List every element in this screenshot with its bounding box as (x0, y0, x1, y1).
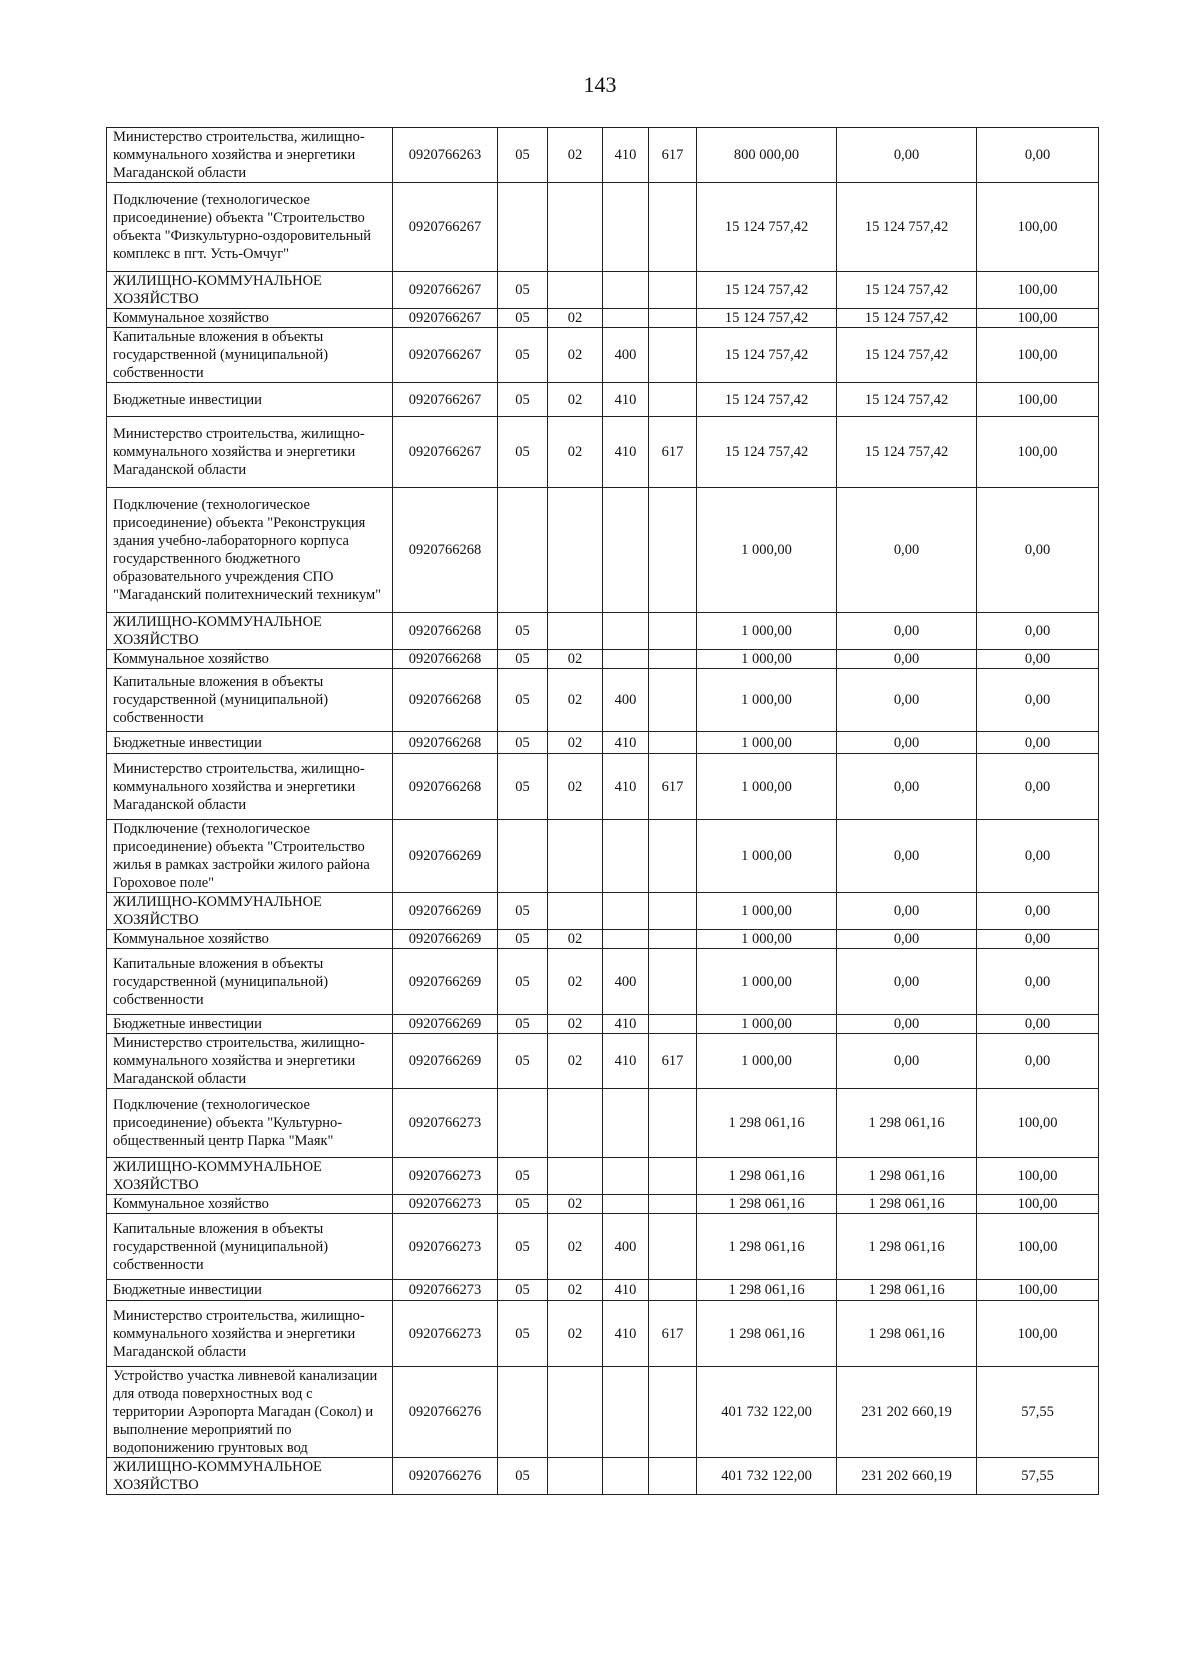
section-code: 05 (498, 1458, 548, 1495)
grbs-code (649, 930, 697, 949)
planned-amount: 1 000,00 (697, 488, 837, 613)
row-name: Бюджетные инвестиции (107, 383, 393, 417)
row-name: Министерство строительства, жилищно-коммунального хозяйства и энергетики Магаданской области (107, 128, 393, 183)
subsection-code: 02 (548, 1195, 603, 1214)
section-code: 05 (498, 309, 548, 328)
planned-amount: 800 000,00 (697, 128, 837, 183)
execution-percent: 100,00 (977, 183, 1099, 272)
target-article-code: 0920766273 (393, 1280, 498, 1301)
target-article-code: 0920766269 (393, 949, 498, 1015)
expense-type-code: 410 (603, 1015, 649, 1034)
expense-type-code (603, 272, 649, 309)
planned-amount: 15 124 757,42 (697, 309, 837, 328)
grbs-code (649, 732, 697, 754)
execution-percent: 0,00 (977, 1015, 1099, 1034)
target-article-code: 0920766269 (393, 930, 498, 949)
target-article-code: 0920766268 (393, 669, 498, 732)
table-row (107, 1458, 1099, 1495)
grbs-code (649, 820, 697, 893)
section-code: 05 (498, 613, 548, 650)
row-name: Министерство строительства, жилищно-коммунального хозяйства и энергетики Магаданской области (107, 754, 393, 820)
row-name: Коммунальное хозяйство (107, 650, 393, 669)
table-row (107, 754, 1099, 820)
target-article-code: 0920766268 (393, 488, 498, 613)
section-code: 05 (498, 417, 548, 488)
expense-type-code: 410 (603, 1301, 649, 1367)
execution-percent: 57,55 (977, 1458, 1099, 1495)
section-code: 05 (498, 328, 548, 383)
row-name: Подключение (технологическое присоединение) объекта "Строительство объекта "Физкультурно-оздоровительный комплекс в пгт. Усть-Омчуг" (107, 183, 393, 272)
grbs-code: 617 (649, 417, 697, 488)
planned-amount: 1 298 061,16 (697, 1158, 837, 1195)
row-name: Подключение (технологическое присоединение) объекта "Строительство жилья в рамках застройки жилого района Гороховое поле" (107, 820, 393, 893)
grbs-code (649, 309, 697, 328)
section-code: 05 (498, 383, 548, 417)
expense-type-code (603, 650, 649, 669)
subsection-code: 02 (548, 1034, 603, 1089)
executed-amount: 231 202 660,19 (837, 1458, 977, 1495)
row-name: Подключение (технологическое присоединение) объекта "Культурно-общественный центр Парка "Маяк" (107, 1089, 393, 1158)
execution-percent: 0,00 (977, 949, 1099, 1015)
execution-percent: 100,00 (977, 309, 1099, 328)
grbs-code (649, 1367, 697, 1458)
target-article-code: 0920766267 (393, 383, 498, 417)
row-name: Капитальные вложения в объекты государственной (муниципальной) собственности (107, 1214, 393, 1280)
execution-percent: 0,00 (977, 128, 1099, 183)
table-row (107, 1195, 1099, 1214)
table-row (107, 930, 1099, 949)
expense-type-code: 400 (603, 328, 649, 383)
expense-type-code: 410 (603, 417, 649, 488)
section-code: 05 (498, 1015, 548, 1034)
row-name: ЖИЛИЩНО-КОММУНАЛЬНОЕ ХОЗЯЙСТВО (107, 893, 393, 930)
target-article-code: 0920766267 (393, 417, 498, 488)
grbs-code (649, 1214, 697, 1280)
executed-amount: 15 124 757,42 (837, 417, 977, 488)
executed-amount: 0,00 (837, 613, 977, 650)
target-article-code: 0920766267 (393, 309, 498, 328)
expense-type-code (603, 1089, 649, 1158)
execution-percent: 0,00 (977, 820, 1099, 893)
executed-amount: 0,00 (837, 488, 977, 613)
planned-amount: 1 298 061,16 (697, 1195, 837, 1214)
table-row (107, 1015, 1099, 1034)
row-name: Министерство строительства, жилищно-коммунального хозяйства и энергетики Магаданской области (107, 1034, 393, 1089)
executed-amount: 15 124 757,42 (837, 383, 977, 417)
planned-amount: 1 000,00 (697, 732, 837, 754)
subsection-code: 02 (548, 417, 603, 488)
table-row (107, 128, 1099, 183)
execution-percent: 0,00 (977, 488, 1099, 613)
grbs-code (649, 328, 697, 383)
execution-percent: 0,00 (977, 732, 1099, 754)
row-name: Коммунальное хозяйство (107, 309, 393, 328)
executed-amount: 15 124 757,42 (837, 328, 977, 383)
target-article-code: 0920766267 (393, 272, 498, 309)
executed-amount: 0,00 (837, 669, 977, 732)
row-name: ЖИЛИЩНО-КОММУНАЛЬНОЕ ХОЗЯЙСТВО (107, 1158, 393, 1195)
table-row (107, 732, 1099, 754)
subsection-code (548, 613, 603, 650)
planned-amount: 1 298 061,16 (697, 1214, 837, 1280)
table-row (107, 820, 1099, 893)
row-name: Капитальные вложения в объекты государственной (муниципальной) собственности (107, 328, 393, 383)
expense-type-code: 410 (603, 754, 649, 820)
planned-amount: 1 000,00 (697, 1015, 837, 1034)
section-code: 05 (498, 732, 548, 754)
executed-amount: 0,00 (837, 930, 977, 949)
execution-percent: 100,00 (977, 417, 1099, 488)
executed-amount: 231 202 660,19 (837, 1367, 977, 1458)
subsection-code: 02 (548, 1015, 603, 1034)
row-name: Бюджетные инвестиции (107, 1015, 393, 1034)
planned-amount: 15 124 757,42 (697, 417, 837, 488)
planned-amount: 1 000,00 (697, 650, 837, 669)
section-code: 05 (498, 669, 548, 732)
execution-percent: 0,00 (977, 613, 1099, 650)
grbs-code (649, 183, 697, 272)
planned-amount: 15 124 757,42 (697, 272, 837, 309)
grbs-code (649, 1015, 697, 1034)
execution-percent: 100,00 (977, 383, 1099, 417)
expense-type-code (603, 488, 649, 613)
section-code: 05 (498, 893, 548, 930)
executed-amount: 0,00 (837, 1034, 977, 1089)
planned-amount: 1 298 061,16 (697, 1301, 837, 1367)
expense-type-code (603, 309, 649, 328)
planned-amount: 1 000,00 (697, 893, 837, 930)
section-code: 05 (498, 650, 548, 669)
table-row (107, 1214, 1099, 1280)
expense-type-code (603, 893, 649, 930)
grbs-code: 617 (649, 1034, 697, 1089)
section-code: 05 (498, 1195, 548, 1214)
table-row (107, 328, 1099, 383)
subsection-code (548, 1367, 603, 1458)
subsection-code (548, 893, 603, 930)
subsection-code: 02 (548, 930, 603, 949)
section-code: 05 (498, 1301, 548, 1367)
subsection-code: 02 (548, 650, 603, 669)
section-code: 05 (498, 1158, 548, 1195)
execution-percent: 100,00 (977, 1158, 1099, 1195)
grbs-code (649, 383, 697, 417)
subsection-code (548, 272, 603, 309)
executed-amount: 1 298 061,16 (837, 1280, 977, 1301)
table-row (107, 1089, 1099, 1158)
table-row (107, 1158, 1099, 1195)
execution-percent: 100,00 (977, 1089, 1099, 1158)
expense-type-code (603, 930, 649, 949)
table-row (107, 893, 1099, 930)
planned-amount: 15 124 757,42 (697, 183, 837, 272)
target-article-code: 0920766268 (393, 732, 498, 754)
execution-percent: 0,00 (977, 754, 1099, 820)
budget-table (106, 127, 1099, 1495)
target-article-code: 0920766273 (393, 1089, 498, 1158)
subsection-code: 02 (548, 328, 603, 383)
executed-amount: 15 124 757,42 (837, 272, 977, 309)
execution-percent: 100,00 (977, 272, 1099, 309)
execution-percent: 100,00 (977, 1195, 1099, 1214)
executed-amount: 0,00 (837, 128, 977, 183)
executed-amount: 1 298 061,16 (837, 1301, 977, 1367)
table-row (107, 1367, 1099, 1458)
execution-percent: 57,55 (977, 1367, 1099, 1458)
row-name: Подключение (технологическое присоединение) объекта "Реконструкция здания учебно-лабораторного корпуса государственного бюджетного образовательного учреждения СПО "Магаданский политехнический техникум" (107, 488, 393, 613)
execution-percent: 100,00 (977, 328, 1099, 383)
grbs-code: 617 (649, 754, 697, 820)
executed-amount: 0,00 (837, 1015, 977, 1034)
grbs-code (649, 272, 697, 309)
planned-amount: 1 000,00 (697, 754, 837, 820)
target-article-code: 0920766273 (393, 1195, 498, 1214)
planned-amount: 1 298 061,16 (697, 1280, 837, 1301)
table-row (107, 1301, 1099, 1367)
executed-amount: 0,00 (837, 949, 977, 1015)
target-article-code: 0920766267 (393, 328, 498, 383)
row-name: Бюджетные инвестиции (107, 1280, 393, 1301)
expense-type-code: 410 (603, 732, 649, 754)
execution-percent: 100,00 (977, 1301, 1099, 1367)
target-article-code: 0920766268 (393, 754, 498, 820)
subsection-code: 02 (548, 1214, 603, 1280)
row-name: Министерство строительства, жилищно-коммунального хозяйства и энергетики Магаданской области (107, 417, 393, 488)
execution-percent: 0,00 (977, 930, 1099, 949)
subsection-code (548, 1158, 603, 1195)
executed-amount: 1 298 061,16 (837, 1158, 977, 1195)
table-row (107, 183, 1099, 272)
subsection-code (548, 820, 603, 893)
row-name: Капитальные вложения в объекты государственной (муниципальной) собственности (107, 669, 393, 732)
planned-amount: 1 000,00 (697, 669, 837, 732)
row-name: Министерство строительства, жилищно-коммунального хозяйства и энергетики Магаданской области (107, 1301, 393, 1367)
execution-percent: 100,00 (977, 1214, 1099, 1280)
expense-type-code (603, 183, 649, 272)
subsection-code (548, 488, 603, 613)
grbs-code (649, 488, 697, 613)
grbs-code: 617 (649, 1301, 697, 1367)
expense-type-code: 410 (603, 383, 649, 417)
section-code: 05 (498, 930, 548, 949)
grbs-code (649, 613, 697, 650)
row-name: Устройство участка ливневой канализации для отвода поверхностных вод с территории Аэропорта Магадан (Сокол) и выполнение мероприятий по водопонижению грунтовых вод (107, 1367, 393, 1458)
target-article-code: 0920766269 (393, 893, 498, 930)
target-article-code: 0920766268 (393, 613, 498, 650)
expense-type-code: 410 (603, 1034, 649, 1089)
expense-type-code (603, 820, 649, 893)
planned-amount: 1 000,00 (697, 613, 837, 650)
target-article-code: 0920766276 (393, 1367, 498, 1458)
subsection-code: 02 (548, 128, 603, 183)
target-article-code: 0920766273 (393, 1158, 498, 1195)
target-article-code: 0920766269 (393, 1034, 498, 1089)
subsection-code: 02 (548, 949, 603, 1015)
table-row (107, 650, 1099, 669)
expense-type-code: 400 (603, 949, 649, 1015)
grbs-code (649, 1280, 697, 1301)
target-article-code: 0920766268 (393, 650, 498, 669)
section-code: 05 (498, 949, 548, 1015)
row-name: Коммунальное хозяйство (107, 930, 393, 949)
planned-amount: 1 000,00 (697, 930, 837, 949)
grbs-code (649, 1458, 697, 1495)
subsection-code: 02 (548, 1301, 603, 1367)
budget-table-body (107, 128, 1099, 1495)
expense-type-code: 400 (603, 669, 649, 732)
table-row (107, 272, 1099, 309)
table-row (107, 417, 1099, 488)
executed-amount: 0,00 (837, 820, 977, 893)
subsection-code: 02 (548, 669, 603, 732)
table-row (107, 669, 1099, 732)
expense-type-code: 410 (603, 1280, 649, 1301)
planned-amount: 1 000,00 (697, 820, 837, 893)
grbs-code (649, 1158, 697, 1195)
executed-amount: 15 124 757,42 (837, 309, 977, 328)
grbs-code (649, 893, 697, 930)
planned-amount: 15 124 757,42 (697, 328, 837, 383)
grbs-code (649, 1089, 697, 1158)
target-article-code: 0920766273 (393, 1214, 498, 1280)
section-code: 05 (498, 1034, 548, 1089)
execution-percent: 0,00 (977, 1034, 1099, 1089)
expense-type-code (603, 613, 649, 650)
section-code: 05 (498, 1280, 548, 1301)
section-code (498, 1367, 548, 1458)
subsection-code: 02 (548, 1280, 603, 1301)
grbs-code (649, 650, 697, 669)
table-row (107, 383, 1099, 417)
executed-amount: 0,00 (837, 754, 977, 820)
subsection-code: 02 (548, 732, 603, 754)
row-name: Капитальные вложения в объекты государственной (муниципальной) собственности (107, 949, 393, 1015)
executed-amount: 15 124 757,42 (837, 183, 977, 272)
section-code (498, 1089, 548, 1158)
planned-amount: 401 732 122,00 (697, 1367, 837, 1458)
table-row (107, 613, 1099, 650)
row-name: ЖИЛИЩНО-КОММУНАЛЬНОЕ ХОЗЯЙСТВО (107, 272, 393, 309)
target-article-code: 0920766263 (393, 128, 498, 183)
subsection-code: 02 (548, 383, 603, 417)
target-article-code: 0920766267 (393, 183, 498, 272)
target-article-code: 0920766269 (393, 1015, 498, 1034)
section-code: 05 (498, 128, 548, 183)
execution-percent: 0,00 (977, 650, 1099, 669)
grbs-code (649, 1195, 697, 1214)
expense-type-code: 400 (603, 1214, 649, 1280)
table-row (107, 1280, 1099, 1301)
section-code (498, 488, 548, 613)
section-code: 05 (498, 1214, 548, 1280)
page-number: 143 (583, 72, 617, 97)
section-code: 05 (498, 272, 548, 309)
executed-amount: 0,00 (837, 650, 977, 669)
subsection-code (548, 183, 603, 272)
executed-amount: 1 298 061,16 (837, 1195, 977, 1214)
planned-amount: 1 000,00 (697, 1034, 837, 1089)
row-name: ЖИЛИЩНО-КОММУНАЛЬНОЕ ХОЗЯЙСТВО (107, 1458, 393, 1495)
target-article-code: 0920766269 (393, 820, 498, 893)
planned-amount: 1 298 061,16 (697, 1089, 837, 1158)
subsection-code (548, 1089, 603, 1158)
executed-amount: 0,00 (837, 732, 977, 754)
executed-amount: 1 298 061,16 (837, 1214, 977, 1280)
planned-amount: 15 124 757,42 (697, 383, 837, 417)
row-name: ЖИЛИЩНО-КОММУНАЛЬНОЕ ХОЗЯЙСТВО (107, 613, 393, 650)
subsection-code (548, 1458, 603, 1495)
table-row (107, 949, 1099, 1015)
grbs-code (649, 669, 697, 732)
grbs-code (649, 949, 697, 1015)
planned-amount: 401 732 122,00 (697, 1458, 837, 1495)
table-row (107, 309, 1099, 328)
row-name: Коммунальное хозяйство (107, 1195, 393, 1214)
expense-type-code (603, 1158, 649, 1195)
table-row (107, 1034, 1099, 1089)
table-row (107, 488, 1099, 613)
expense-type-code: 410 (603, 128, 649, 183)
section-code (498, 820, 548, 893)
planned-amount: 1 000,00 (697, 949, 837, 1015)
expense-type-code (603, 1458, 649, 1495)
subsection-code: 02 (548, 309, 603, 328)
expense-type-code (603, 1195, 649, 1214)
section-code (498, 183, 548, 272)
execution-percent: 100,00 (977, 1280, 1099, 1301)
target-article-code: 0920766276 (393, 1458, 498, 1495)
expense-type-code (603, 1367, 649, 1458)
grbs-code: 617 (649, 128, 697, 183)
executed-amount: 0,00 (837, 893, 977, 930)
execution-percent: 0,00 (977, 893, 1099, 930)
execution-percent: 0,00 (977, 669, 1099, 732)
subsection-code: 02 (548, 754, 603, 820)
executed-amount: 1 298 061,16 (837, 1089, 977, 1158)
target-article-code: 0920766273 (393, 1301, 498, 1367)
section-code: 05 (498, 754, 548, 820)
row-name: Бюджетные инвестиции (107, 732, 393, 754)
